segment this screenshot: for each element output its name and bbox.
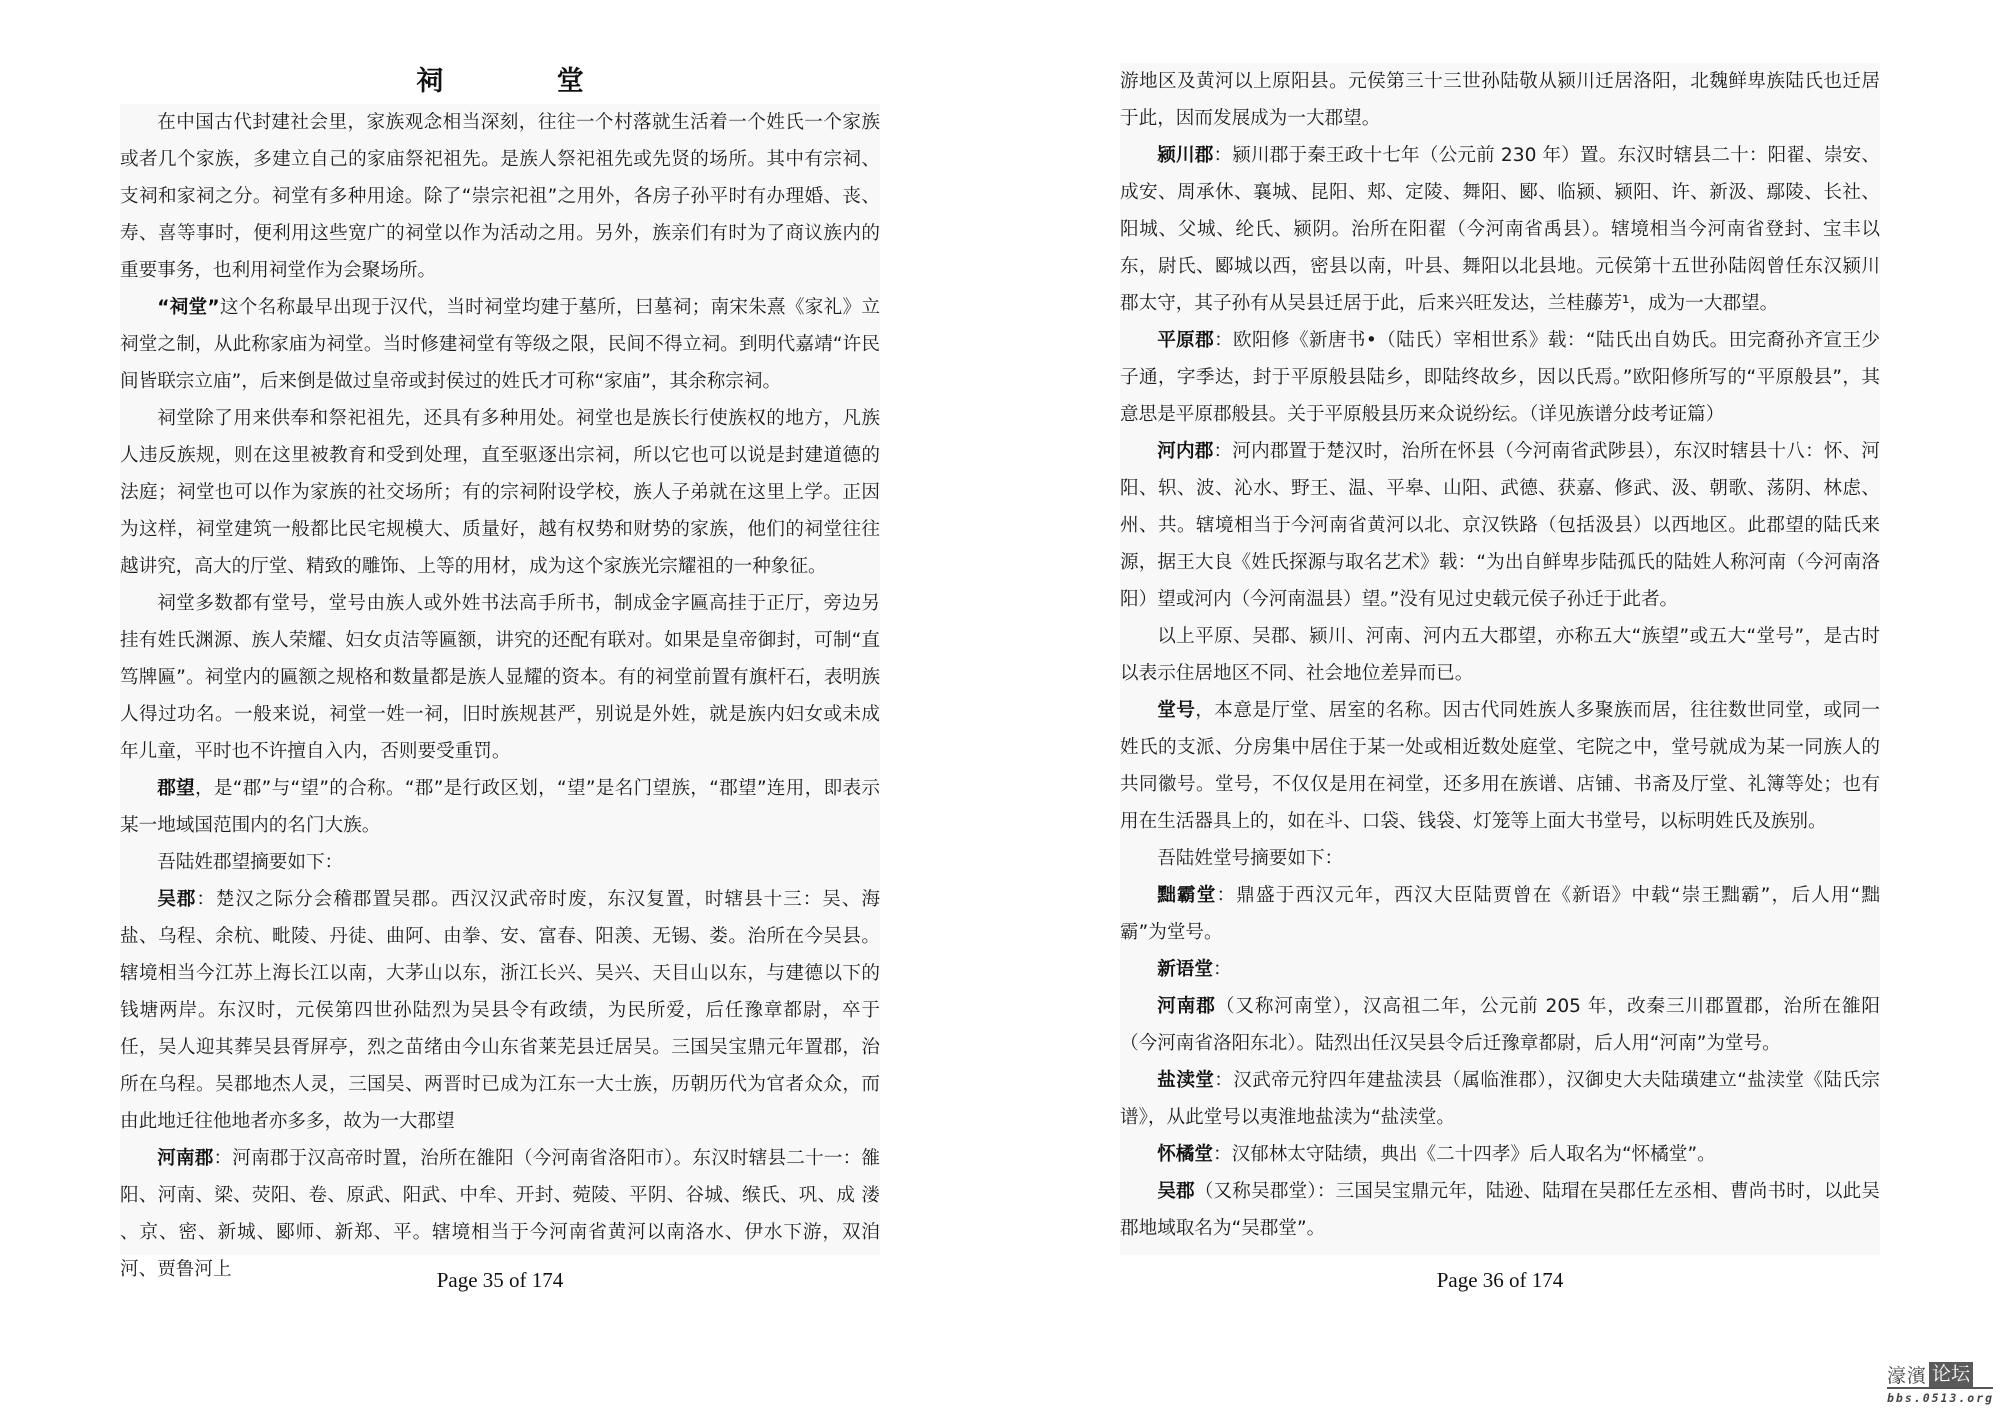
- paragraph-text: 这个名称最早出现于汉代，当时祠堂均建于墓所，曰墓祠；南宋朱熹《家礼》立祠堂之制，从此称家庙为祠堂。当时修建祠堂有等级之限，民间不得立祠。到明代嘉靖“许民间皆联宗立庙”，后来倒是做过皇帝或封侯过的姓氏才可称“家庙”，其余称宗祠。: [120, 297, 880, 392]
- paragraph: [1120, 618, 1880, 692]
- paragraph-text: ，是“郡”与“望”的合称。“郡”是行政区划，“望”是名门望族，“郡望”连用，即表示某一地域国范围内的名门大族。: [120, 778, 880, 836]
- paragraph: [120, 104, 880, 289]
- paragraph-heading: 怀橘堂: [1157, 1144, 1213, 1165]
- paragraph: [1120, 840, 1880, 877]
- right-page: [1120, 0, 1880, 1330]
- paragraph-heading: 新语堂: [1157, 959, 1213, 980]
- paragraph-text: ，本意是厅堂、居室的名称。因古代同姓族人多聚族而居，往往数世同堂，或同一姓氏的支派、分房集中居住于某一处或相近数处庭堂、宅院之中，堂号就成为某一同族人的共同徽号。堂号，不仅仅是用在祠堂，还多用在族谱、店铺、书斋及厅堂、礼簿等处；也有用在生活器具上的，如在斗、口袋、钱袋、灯笼等上面大书堂号，以标明姓氏及族别。: [1120, 700, 1880, 832]
- paragraph-text: ：汉郁林太守陆绩，典出《二十四孝》后人取名为“怀橘堂”。: [1212, 1144, 1716, 1165]
- paragraph-heading: 河内郡: [1157, 441, 1214, 462]
- paragraph-heading: 颍川郡: [1157, 145, 1214, 166]
- right-page-body: [1120, 63, 1880, 1255]
- paragraph-heading: 平原郡: [1157, 330, 1215, 351]
- paragraph: [120, 400, 880, 585]
- paragraph: [1120, 951, 1880, 988]
- paragraph-text: 祠堂除了用来供奉和祭祀祖先，还具有多种用处。祠堂也是族长行使族权的地方，凡族人违反族规，则在这里被教育和受到处理，直至驱逐出宗祠，所以它也可以说是封建道德的法庭；祠堂也可以作为家族的社交场所；有的宗祠附设学校，族人子弟就在这里上学。正因为这样，祠堂建筑一般都比民宅规模大、质量好，越有权势和财势的家族，他们的祠堂往往越讲究，高大的厅堂、精致的雕饰、上等的用材，成为这个家族光宗耀祖的一种象征。: [120, 408, 880, 577]
- paragraph-text: 祠堂多数都有堂号，堂号由族人或外姓书法高手所书，制成金字匾高挂于正厅，旁边另挂有姓氏渊源、族人荣耀、妇女贞洁等匾额，讲究的还配有联对。如果是皇帝御封，可制“直笃牌匾”。祠堂内的匾额之规格和数量都是族人显耀的资本。有的祠堂前置有旗杆石，表明族人得过功名。一般来说，祠堂一姓一祠，旧时族规甚严，别说是外姓，就是族内妇女或未成年儿童，平时也不许擅自入内，否则要受重罚。: [120, 593, 880, 762]
- paragraph: [120, 844, 880, 881]
- page-number-footer: Page 35 of 174: [436, 1268, 564, 1292]
- watermark-url: bbs.0513.org: [1887, 1391, 1995, 1405]
- paragraph: [120, 881, 880, 1140]
- watermark-name: 濠濱: [1887, 1365, 1928, 1387]
- paragraph: [1120, 137, 1880, 322]
- paragraph: [1120, 433, 1880, 618]
- paragraph-text: ：欧阳修《新唐书•（陆氏）宰相世系》载：“陆氏出自妫氏。田完裔孙齐宣王少子通，字季达，封于平原般县陆乡，即陆终故乡，因以氏焉。”欧阳修所写的“平原般县”，其意思是平原郡般县。关于平原般县历来众说纷纭。（详见族谱分歧考证篇）: [1120, 330, 1880, 425]
- paragraph-heading: 堂号: [1157, 700, 1196, 721]
- paragraph-heading: 河南郡: [1157, 996, 1216, 1017]
- paragraph: [120, 289, 880, 400]
- watermark-forum-label: 论坛: [1929, 1362, 1973, 1387]
- paragraph: [120, 770, 880, 844]
- paragraph-heading: 吴郡: [1157, 1181, 1195, 1202]
- paragraph-heading: “祠堂”: [157, 297, 220, 318]
- paragraph-heading: 吴郡: [157, 889, 197, 910]
- paragraph-heading: 郡望: [157, 778, 195, 799]
- paragraph-text: 吾陆姓堂号摘要如下：: [1157, 848, 1344, 869]
- paragraph-text: ：颍川郡于秦王政十七年（公元前 230 年）置。东汉时辖县二十：阳翟、崇安、成安、周承休、襄城、昆阳、郏、定陵、舞阳、郾、临颍、颍阳、许、新汲、鄢陵、长社、阳城、父城、纶氏、颍阴。治所在阳翟（今河南省禹县）。辖境相当今河南省登封、宝丰以东，尉氏、郾城以西，密县以南，叶县、舞阳以北县地。元侯第十五世孙陆闳曾任东汉颍川郡太守，其子孙有从吴县迁居于此，后来兴旺发达，兰桂藤芳¹，成为一大郡望。: [1120, 145, 1880, 314]
- paragraph: [1120, 1062, 1880, 1136]
- paragraph: [1120, 988, 1880, 1062]
- page-number-footer: Page 36 of 174: [1436, 1268, 1564, 1292]
- paragraph-text: ：鼎盛于西汉元年，西汉大臣陆贾曾在《新语》中载“崇王黜霸”，后人用“黜霸”为堂号。: [1120, 885, 1880, 943]
- paragraph-text: ：河内郡置于楚汉时，治所在怀县（今河南省武陟县），东汉时辖县十八：怀、河阳、轵、波、沁水、野王、温、平皋、山阳、武德、获嘉、修武、汲、朝歌、荡阴、林虑、州、共。辖境相当于今河南省黄河以北、京汉铁路（包括汲县）以西地区。此郡望的陆氏来源，据王大良《姓氏探源与取名艺术》载：“为出自鲜卑步陆孤氏的陆姓人称河南（今河南洛阳）望或河内（今河南温县）望。”没有见过史载元侯子孙迁于此者。: [1120, 441, 1880, 610]
- paragraph: [1120, 63, 1880, 137]
- paragraph: [1120, 322, 1880, 433]
- paragraph: [1120, 1173, 1880, 1247]
- paragraph-text: ：河南郡于汉高帝时置，治所在雒阳（今河南省洛阳市）。东汉时辖县二十一：雒阳、河南、梁、荧阳、卷、原武、阳武、中牟、开封、菀陵、平阴、谷城、缑氏、巩、成 溇 、京、密、新城、郾师、新郑、平。辖境相当于今河南省黄河以南洛水、伊水下游，双洎河、贾鲁河上: [120, 1148, 880, 1280]
- paragraph-text: ：汉武帝元狩四年建盐渎县（属临淮郡），汉御史大夫陆璜建立“盐渎堂《陆氏宗谱》，从此堂号以夷淮地盐渎为“盐渎堂。: [1120, 1070, 1880, 1128]
- paragraph-text: ：: [1212, 959, 1232, 980]
- paragraph-heading: 河南郡: [157, 1148, 214, 1169]
- paragraph-text: 游地区及黄河以上原阳县。元侯第三十三世孙陆敬从颍川迁居洛阳，北魏鲜卑族陆氏也迁居于此，因而发展成为一大郡望。: [1120, 71, 1880, 129]
- paragraph-text: 以上平原、吴郡、颍川、河南、河内五大郡望，亦称五大“族望”或五大“堂号”，是古时以表示住居地区不同、社会地位差异而已。: [1120, 626, 1880, 684]
- paragraph: [1120, 1136, 1880, 1173]
- paragraph: [1120, 692, 1880, 840]
- paragraph-text: 在中国古代封建社会里，家族观念相当深刻，往往一个村落就生活着一个姓氏一个家族或者几个家族，多建立自己的家庙祭祀祖先。是族人祭祀祖先或先贤的场所。其中有宗祠、支祠和家祠之分。祠堂有多种用途。除了“崇宗祀祖”之用外，各房子孙平时有办理婚、丧、寿、喜等事时，便利用这些宽广的祠堂以作为活动之用。另外，族亲们有时为了商议族内的重要事务，也利用祠堂作为会聚场所。: [120, 112, 880, 281]
- page-title: 祠 堂: [416, 66, 636, 97]
- paragraph-text: ：楚汉之际分会稽郡置吴郡。西汉汉武帝时废，东汉复置，时辖县十三：吴、海盐、乌程、余杭、毗陵、丹徒、曲阿、由拳、安、富春、阳羡、无锡、娄。治所在今吴县。辖境相当今江苏上海长江以南，大茅山以东，浙江长兴、吴兴、天目山以东，与建德以下的钱塘两岸。东汉时，元侯第四世孙陆烈为吴县令有政绩，为民所爱，后任豫章都尉，卒于任，吴人迎其葬吴县胥屏亭，烈之苗绪由今山东省莱芜县迁居吴。三国吴宝鼎元年置郡，治所在乌程。吴郡地杰人灵，三国吴、两晋时已成为江东一大士族，历朝历代为官者众众，而由此地迁往他地者亦多多，故为一大郡望: [120, 889, 880, 1132]
- left-page: [120, 0, 880, 1330]
- paragraph: [1120, 877, 1880, 951]
- paragraph: [120, 1140, 880, 1288]
- paragraph-text: （又称河南堂），汉高祖二年，公元前 205 年，改秦三川郡置郡，治所在雒阳（今河南省洛阳东北）。陆烈出任汉吴县令后迁豫章都尉，后人用“河南”为堂号。: [1120, 996, 1880, 1054]
- paragraph: [120, 585, 880, 770]
- forum-watermark-logo: [1887, 1362, 1993, 1408]
- paragraph-heading: 盐渎堂: [1157, 1070, 1215, 1091]
- paragraph-text: 吾陆姓郡望摘要如下：: [157, 852, 344, 873]
- paragraph-text: （又称吴郡堂）：三国吴宝鼎元年，陆逊、陆瑁在吴郡任左丞相、曹尚书时，以此吴郡地域取名为“吴郡堂”。: [1120, 1181, 1880, 1239]
- paragraph-heading: 黜霸堂: [1157, 885, 1217, 906]
